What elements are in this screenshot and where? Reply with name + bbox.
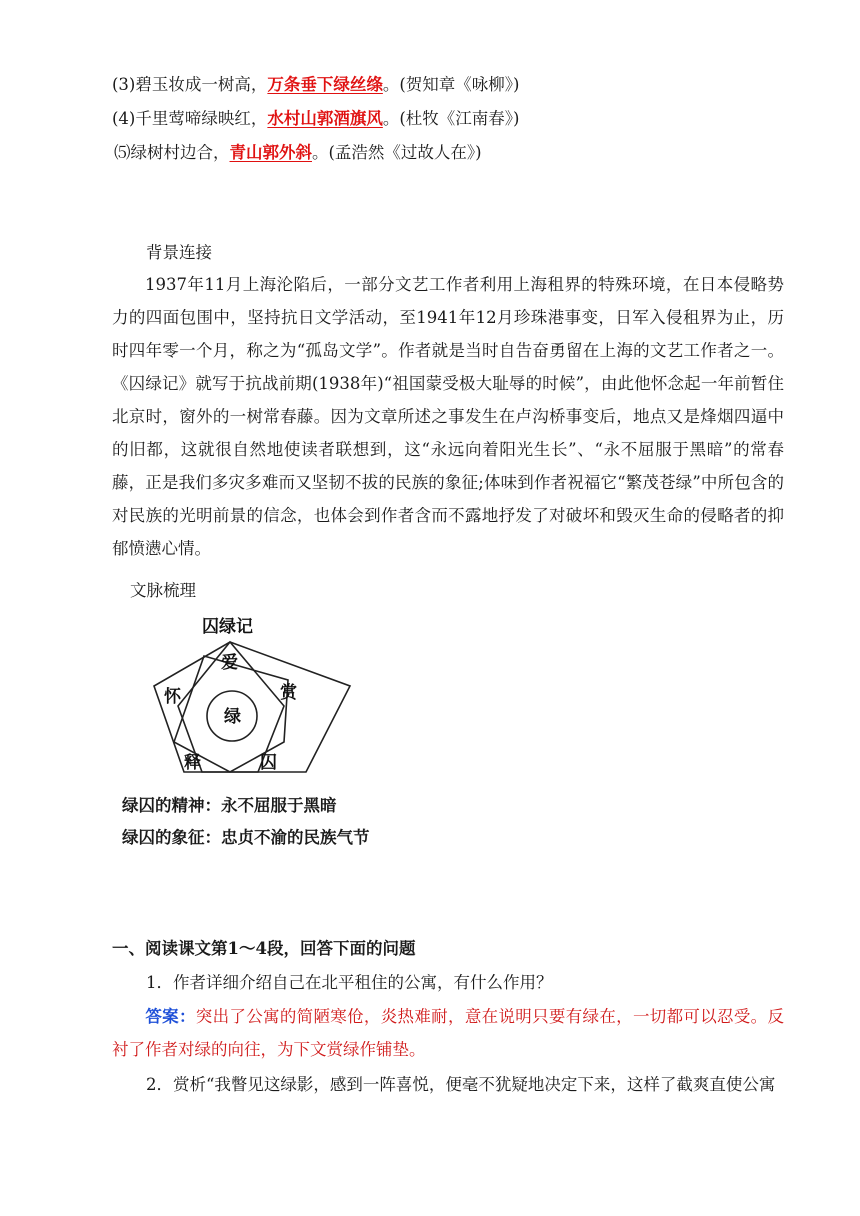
question-1: 1．作者详细介绍自己在北平租住的公寓，有什么作用？ [146, 973, 553, 992]
segment-shang: 赏 [280, 683, 297, 703]
question-2: 2．赏析“我瞥见这绿影，感到一阵喜悦，便毫不犹疑地决定下来，这样了截爽直使公寓 [146, 1075, 776, 1094]
poem-line-4: (4)千里莺啼绿映红，水村山郭酒旗风。(杜牧《江南春》) [112, 109, 520, 128]
poem-line-5: ⑸绿树村边合，青山郭外斜。(孟浩然《过故人在》) [114, 143, 482, 162]
segment-qiu: 囚 [260, 753, 277, 773]
pentagon-diagram [112, 612, 388, 784]
poem-answer: 青山郭外斜 [229, 143, 312, 162]
diagram-center: 绿 [224, 707, 241, 727]
diagram-title: 囚绿记 [202, 617, 253, 637]
outline-diagram [112, 612, 388, 856]
answer-label: 答案： [145, 1007, 196, 1026]
outline-heading: 文脉梳理 [130, 581, 196, 600]
poem-answer: 万条垂下绿丝绦 [267, 75, 383, 94]
section-heading: 一、阅读课文第1～4段，回答下面的问题 [112, 939, 416, 958]
segment-ai: 爱 [221, 653, 238, 673]
background-paragraph: 1937年11月上海沦陷后，一部分文艺工作者利用上海租界的特殊环境，在日本侵略势力的四面包围中，坚持抗日文学活动，至1941年12月珍珠港事变，日军入侵租界为止，历时四年零一个月，称之为“孤岛文学”。作者就是当时自告奋勇留在上海的文艺工作者之一。《囚绿记》就写于抗战前期(1938年)“祖国蒙受极大耻辱的时候”，由此他怀念起一年前暂住北京时，窗外的一树常春藤。因为文章所述之事发生在卢沟桥事变后，地点又是烽烟四逼中的旧都，这就很自然地使读者联想到，这“永远向着阳光生长”、“永不屈服于黑暗”的常春藤，正是我们多灾多难而又坚韧不拔的民族的象征;体味到作者祝福它“繁茂苍绿”中所包含的对民族的光明前景的信念，也体会到作者含而不露地抒发了对破坏和毁灭生命的侵略者的抑郁愤懑心情。 [112, 275, 784, 558]
poem-line-3: (3)碧玉妆成一树高，万条垂下绿丝绦。(贺知章《咏柳》) [112, 75, 520, 94]
diagram-spirit: 绿囚的精神：永不屈服于黑暗 [122, 796, 337, 815]
background-heading: 背景连接 [146, 243, 212, 262]
diagram-symbol: 绿囚的象征：忠贞不渝的民族气节 [122, 828, 370, 847]
segment-huai: 怀 [164, 687, 181, 707]
poem-answer: 水村山郭酒旗风 [267, 109, 383, 128]
answer-1: 答案：突出了公寓的简陋寒伧，炎热难耐，意在说明只要有绿在，一切都可以忍受。反衬了作者对绿的向往，为下文赏绿作铺垫。 [112, 1007, 785, 1059]
segment-shi: 释 [184, 753, 201, 773]
